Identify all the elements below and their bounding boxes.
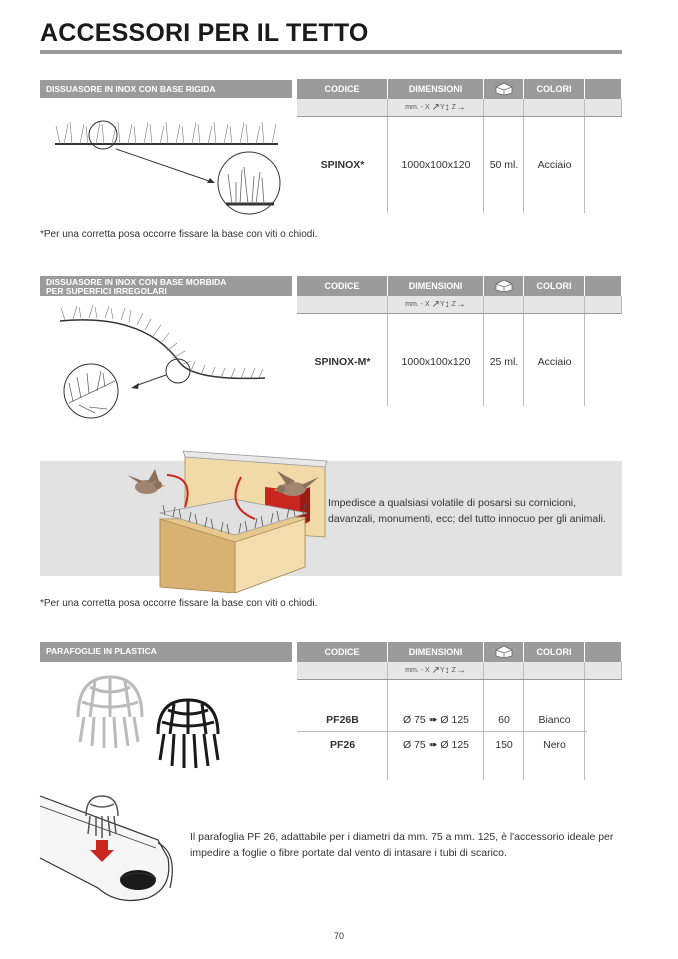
building-pigeons-illustration [125,447,330,593]
table-row: SPINOX-M* 1000x100x120 25 ml. Acciaio [314,356,572,368]
table-row: SPINOX* 1000x100x120 50 ml. Acciaio [320,159,572,171]
pigeon-left-icon [127,469,166,494]
mounting-note: *Per una corretta posa occorre fissare la base con viti o chiodi. [40,229,318,240]
white-leaf-guard [78,677,142,748]
spec-table-spinox [297,79,622,213]
page-number: 70 [333,931,344,941]
leaf-guards-illustration [70,672,230,782]
dimensions-axes: mm. - X ↗ Y ↕ Z → [388,99,484,116]
arrow-right-icon: ➠ [428,714,438,726]
spec-table-spinox-m [297,276,622,406]
table-row: PF26 Ø 75 ➠ Ø 125 150 Nero [329,739,566,751]
leaf-guard-description: Il parafoglia PF 26, adattabile per i diametri da mm. 75 a mm. 125, è l'accessorio ideale per impedire a foglie o fibre portate dal vento di intasare i tubi di scarico. [190,831,614,859]
section-label-spinox-m: DISSUASORE IN INOX CON BASE MORBIDA PER SUPERFICI IRREGOLARI [40,276,292,296]
box-icon [484,276,524,296]
page-title: ACCESSORI PER IL TETTO [40,19,369,47]
black-leaf-guard [158,700,218,768]
section-label-spinox: DISSUASORE IN INOX CON BASE RIGIDA [40,80,292,98]
header-codice: CODICE [297,642,388,662]
header-codice: CODICE [297,276,388,296]
spec-table-parafoglie [297,642,622,780]
title-rule [40,50,622,54]
header-colori: COLORI [524,276,585,296]
dimensions-axes: mm. - X ↗ Y ↕ Z → [388,296,484,313]
table-row: PF26B Ø 75 ➠ Ø 125 60 Bianco [326,714,571,726]
band-description: Impedisce a qualsiasi volatile di posarsi su cornicioni, davanzali, monumenti, ecc; del tutto innocuo per gli animali. [328,497,606,525]
mounting-note-2: *Per una corretta posa occorre fissare la base con viti o chiodi. [40,598,318,609]
header-dimensioni: DIMENSIONI [388,79,484,99]
dimensions-axes: mm. - X ↗ Y ↕ Z → [388,662,484,679]
gutter-illustration [38,788,183,913]
header-codice: CODICE [297,79,388,99]
section-label-parafoglie: PARAFOGLIE IN PLASTICA [40,642,292,662]
header-colori: COLORI [524,79,585,99]
spinox-illustration [50,112,290,217]
arrow-right-icon: ➠ [428,739,438,751]
box-icon [484,642,524,662]
spinox-m-illustration [55,303,275,423]
box-icon [484,79,524,99]
header-colori: COLORI [524,642,585,662]
header-dimensioni: DIMENSIONI [388,642,484,662]
header-dimensioni: DIMENSIONI [388,276,484,296]
